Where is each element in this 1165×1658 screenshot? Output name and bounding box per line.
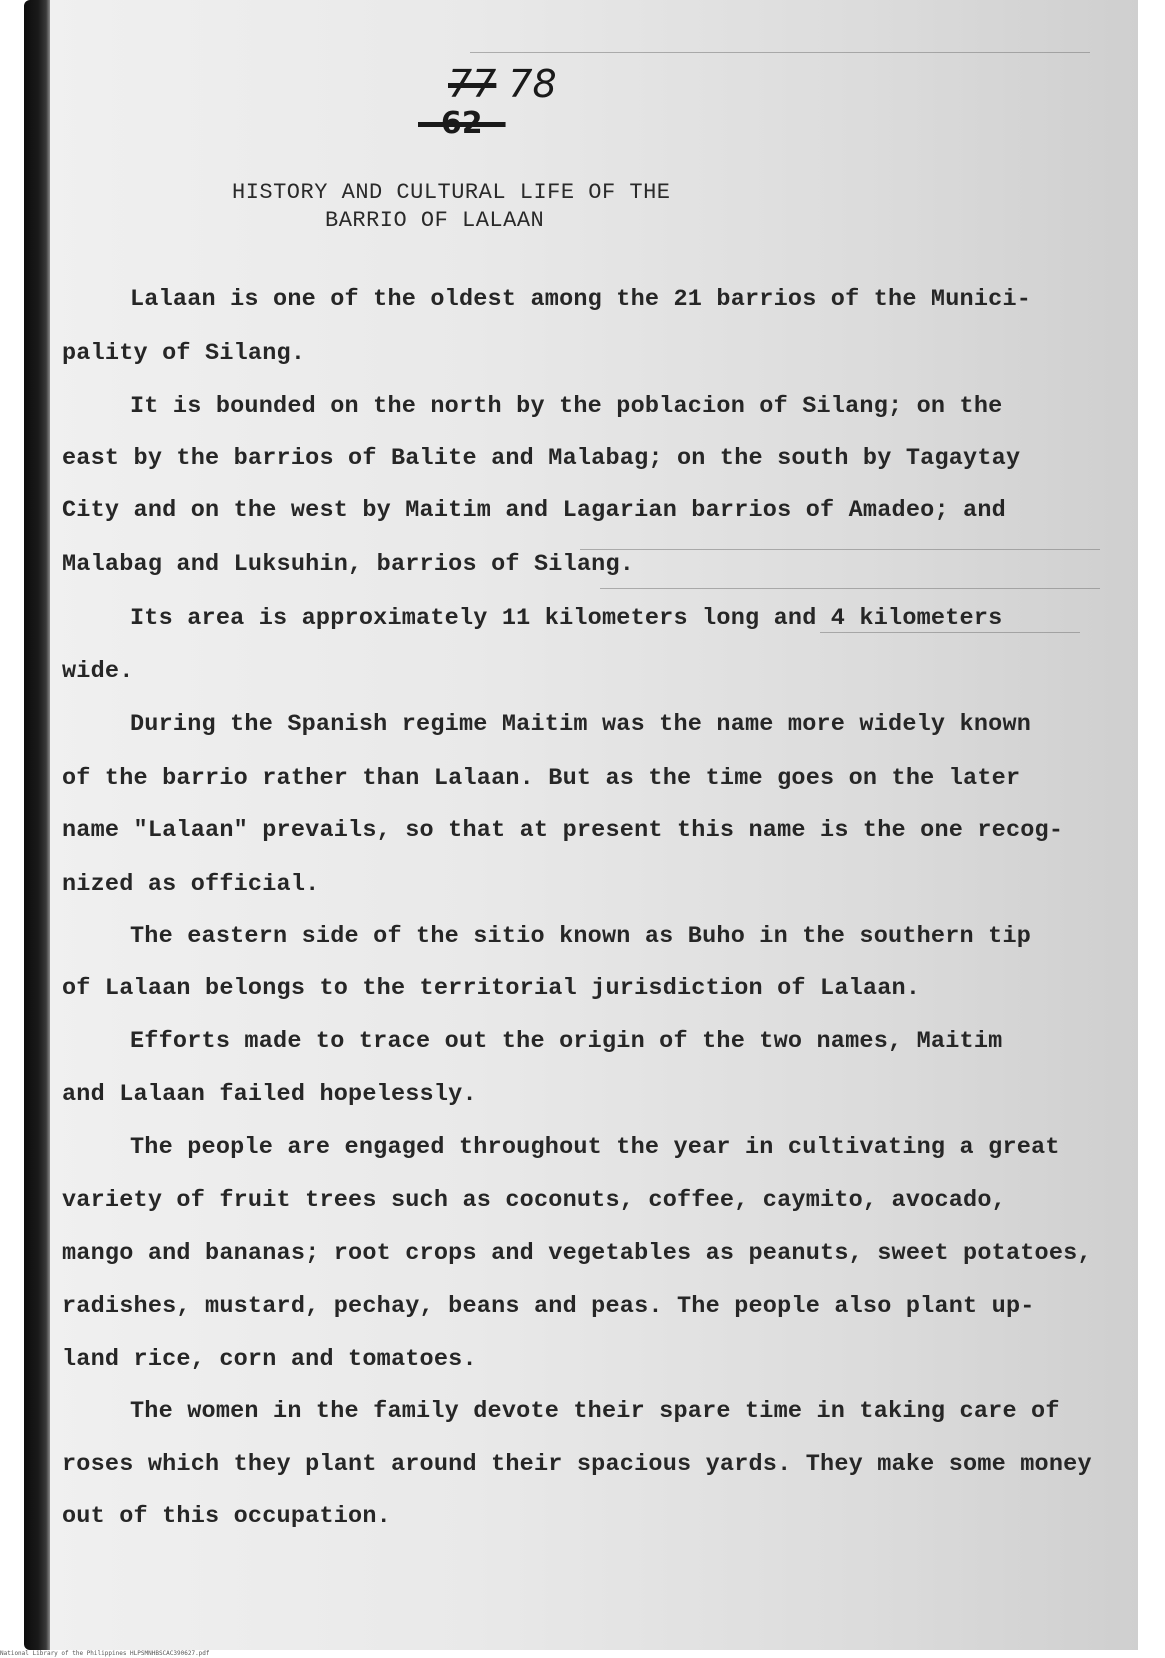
body-line: of the barrio rather than Lalaan. But as the time goes on the later (62, 765, 1021, 792)
body-line: and Lalaan failed hopelessly. (62, 1081, 477, 1108)
footer-caption: National Library of the Philippines HLPSMNHBSCAC390627.pdf (0, 1650, 1165, 1658)
title-line-2: BARRIO OF LALAAN (325, 208, 545, 233)
body-line: During the Spanish regime Maitim was the name more widely known (130, 711, 1032, 738)
body-line: City and on the west by Maitim and Lagarian barrios of Amadeo; and (62, 497, 1006, 524)
body-line: wide. (62, 658, 134, 685)
body-line: roses which they plant around their spacious yards. They make some money (62, 1451, 1092, 1478)
faint-ruling (820, 632, 1080, 633)
body-line: mango and bananas; root crops and vegetables as peanuts, sweet potatoes, (62, 1240, 1092, 1267)
body-line: nized as official. (62, 871, 320, 898)
struck-page-number: 77 (448, 62, 497, 106)
body-line: Its area is approximately 11 kilometers long and 4 kilometers (130, 605, 1003, 632)
body-line: radishes, mustard, pechay, beans and peas. The people also plant up- (62, 1293, 1035, 1320)
body-line: Lalaan is one of the oldest among the 21 barrios of the Munici- (130, 286, 1032, 313)
body-line: Efforts made to trace out the origin of the two names, Maitim (130, 1028, 1003, 1055)
faint-ruling (580, 549, 1100, 550)
body-line: The people are engaged throughout the year in cultivating a great (130, 1134, 1060, 1161)
faint-ruling (470, 52, 1090, 53)
handwritten-page-number: 78 (508, 62, 557, 106)
body-line: The women in the family devote their spare time in taking care of (130, 1398, 1060, 1425)
body-line: land rice, corn and tomatoes. (62, 1346, 477, 1373)
body-line: It is bounded on the north by the poblacion of Silang; on the (130, 393, 1003, 420)
body-line: Malabag and Luksuhin, barrios of Silang. (62, 551, 635, 578)
body-line: pality of Silang. (62, 340, 306, 367)
scan-margin (1138, 0, 1165, 1650)
body-line: The eastern side of the sitio known as Buho in the southern tip (130, 923, 1032, 950)
page-number (448, 62, 557, 106)
binding-edge (24, 0, 50, 1650)
faint-ruling (600, 588, 1100, 589)
body-line: variety of fruit trees such as coconuts, coffee, caymito, avocado, (62, 1187, 1006, 1214)
body-line: of Lalaan belongs to the territorial jurisdiction of Lalaan. (62, 975, 921, 1002)
title-line-1: HISTORY AND CULTURAL LIFE OF THE (232, 180, 671, 205)
body-line: out of this occupation. (62, 1503, 391, 1530)
body-line: name "Lalaan" prevails, so that at present this name is the one recog- (62, 817, 1064, 844)
body-line: east by the barrios of Balite and Malabag; on the south by Tagaytay (62, 445, 1021, 472)
typed-page-number: - 62 - (418, 106, 506, 141)
